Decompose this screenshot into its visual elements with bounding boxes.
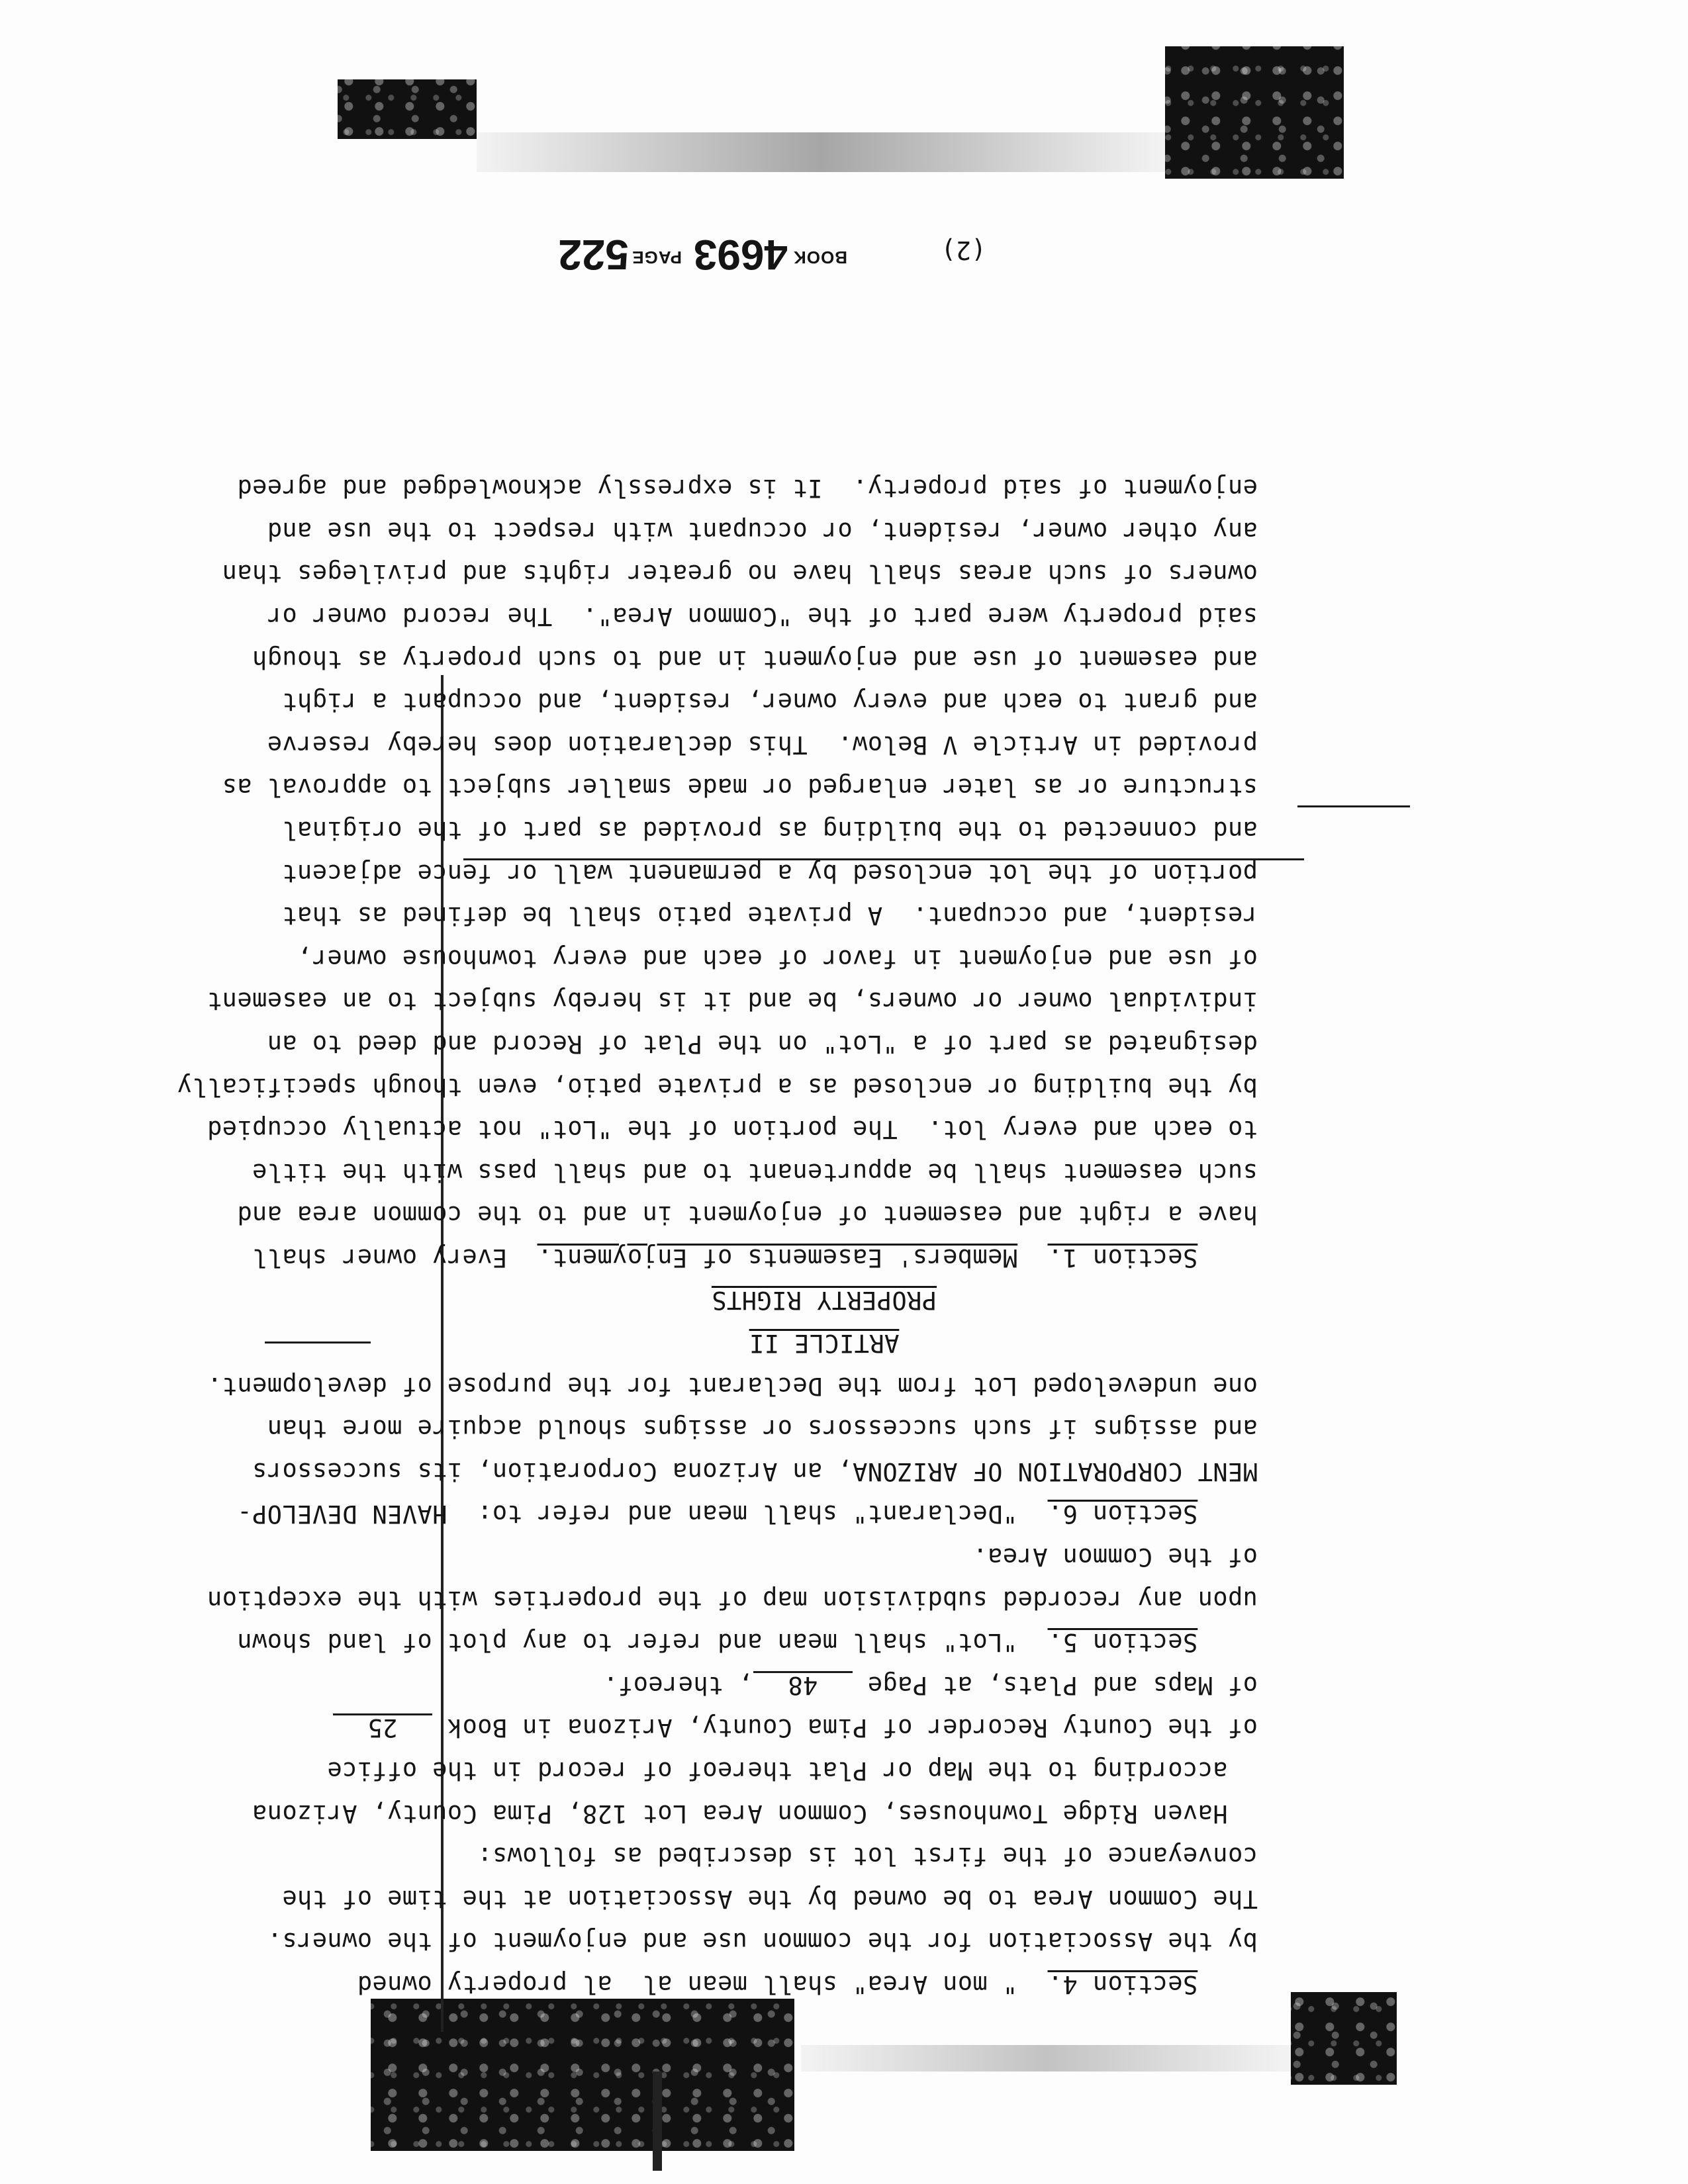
text-line: individual owner or owners, be and it is hereby subject to an easement xyxy=(207,987,1258,1016)
text-line: upon any recorded subdivision map of the properties with the exception xyxy=(207,1585,1258,1614)
article-subtitle-line xyxy=(391,1279,1258,1322)
article-title: ARTICLE II xyxy=(749,1329,900,1358)
text-line: owners of such areas shall have no greater rights and privileges than xyxy=(222,559,1258,588)
section-4-heading-line: Section 4. " mon Area" shall mean al al property owned xyxy=(357,1970,1198,1999)
text-line: to each and every lot. The portion of the "Lot" not actually occupied xyxy=(207,1115,1258,1144)
text-line: and connected to the building as provided as part of the original xyxy=(282,815,1258,844)
section-1-heading-line: Section 1. Members' Easements of Enjoyment. Every owner shall xyxy=(252,1243,1198,1272)
text-line: one undeveloped Lot from the Declarant for the purpose of development. xyxy=(207,1371,1258,1400)
scan-artifact-bottom-left xyxy=(371,1999,794,2151)
section-6-heading: Section 6. xyxy=(1047,1500,1198,1529)
section-5-heading: Section 5. xyxy=(1047,1628,1198,1657)
text-line: of Maps and Plats, at Page 48, thereof. xyxy=(602,1670,1258,1700)
text-line: according to the Map or Plat thereof of record in the office xyxy=(327,1756,1228,1786)
text-line: and easement of use and enjoyment in and to such property as though xyxy=(252,645,1258,674)
scan-smudge-bottom xyxy=(801,2045,1291,2071)
text-line: Haven Ridge Townhouses, Common Area Lot 128, Pima County, Arizona xyxy=(252,1799,1228,1828)
text-line: The Common Area to be owned by the Association at the time of the xyxy=(282,1884,1258,1913)
text-line: enjoyment of said property. It is expressly acknowledged and agreed xyxy=(237,474,1258,503)
scan-artifact-top-right xyxy=(1165,46,1344,179)
page-label: PAGE xyxy=(632,248,682,267)
text-line: portion of the lot enclosed by a permanent wall or fence adjacent xyxy=(282,858,1258,887)
article-subtitle: PROPERTY RIGHTS xyxy=(711,1286,937,1315)
text-line: and assigns if such successors or assigns should acquire more than xyxy=(267,1414,1258,1443)
document-body xyxy=(177,467,1258,2005)
margin-rule-right xyxy=(1297,805,1410,807)
book-number: 4693 xyxy=(693,231,788,279)
article-title-line xyxy=(391,1322,1258,1365)
text-line: designated as part of a "Lot" on the Plat of Record and deed to an xyxy=(267,1029,1258,1058)
text-line: by the building or enclosed as a private patio, even though specifically xyxy=(177,1072,1258,1101)
section-4-heading: Section 4. xyxy=(1047,1970,1198,1999)
section-1-heading: Section 1. xyxy=(1047,1243,1198,1272)
text-line: structure or as later enlarged or made smaller subject to approval as xyxy=(222,773,1258,802)
page-value: 522 xyxy=(558,231,629,279)
text-line: of the County Recorder of Pima County, Arizona in Book 25 xyxy=(391,1706,1258,1749)
margin-mark-lower xyxy=(653,2071,662,2171)
page-number-field: 48 xyxy=(753,1671,853,1698)
page-number: (2) xyxy=(941,236,986,265)
text-line: any other owner, resident, or occupant with respect to the use and xyxy=(267,516,1258,545)
text-line: of use and enjoyment in favor of each and every townhouse owner, xyxy=(297,944,1258,973)
margin-rule-left xyxy=(265,1342,371,1343)
book-label: BOOK xyxy=(793,248,847,267)
scan-artifact-top-left xyxy=(338,79,477,139)
section-5-heading-line: Section 5. "Lot" shall mean and refer to any plot of land shown xyxy=(237,1628,1198,1657)
text-line: provided in Article V Below. This declaration does hereby reserve xyxy=(267,730,1258,759)
text-line: MENT CORPORATION OF ARIZONA, an Arizona Corporation, its successors xyxy=(252,1457,1258,1486)
scan-smudge-top xyxy=(477,132,1165,172)
text-line: such easement shall be appurtenant to and shall pass with the title xyxy=(252,1158,1258,1187)
scan-artifact-bottom-right xyxy=(1291,1992,1397,2085)
text-line: conveyance of the first lot is described as follows: xyxy=(477,1842,1258,1871)
text-line: and grant to each and every owner, resident, and occupant a right xyxy=(282,688,1258,717)
book-number-field: 25 xyxy=(333,1713,432,1740)
text-line: said property were part of the "Common Area". The record owner or xyxy=(267,602,1258,631)
section-1-title: Members' Easements of Enjoyment. xyxy=(537,1243,1018,1272)
text-line: by the Association for the common use and enjoyment of the owners. xyxy=(267,1927,1258,1956)
text-line: of the Common Area. xyxy=(972,1543,1258,1572)
text-line: resident, and occupant. A private patio shall be defined as that xyxy=(282,901,1258,931)
section-6-heading-line: Section 6. "Declarant" shall mean and refer to: HAVEN DEVELOP- xyxy=(237,1500,1198,1529)
text-line: have a right and easement of enjoyment in and to the common area and xyxy=(237,1201,1258,1230)
